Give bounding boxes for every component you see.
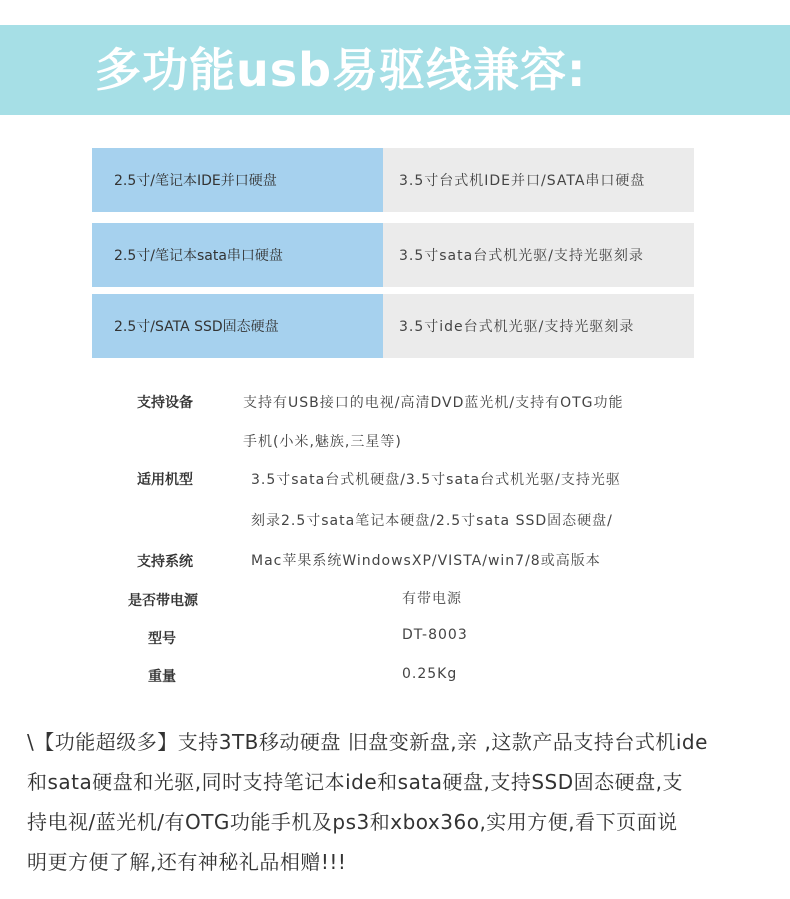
spec-label-systems: 支持系统 (137, 554, 193, 570)
spec-label-weight: 重量 (148, 669, 176, 685)
spec-value-models: 3.5寸sata台式机硬盘/3.5寸sata台式机光驱/支持光驱 (251, 472, 621, 488)
compat-row (92, 294, 694, 358)
product-description (27, 722, 787, 882)
spec-value-power: 有带电源 (402, 591, 462, 607)
description-line: 持电视/蓝光机/有OTG功能手机及ps3和xbox36o,实用方便,看下页面说 (27, 810, 678, 834)
spec-value-devices: 支持有USB接口的电视/高清DVD蓝光机/支持有OTG功能 (243, 395, 624, 411)
spec-value-systems: Mac苹果系统WindowsXP/VISTA/win7/8或高版本 (251, 553, 601, 569)
compat-laptop-cell: 2.5寸/笔记本IDE并口硬盘 (92, 148, 383, 212)
compat-laptop-cell: 2.5寸/SATA SSD固态硬盘 (92, 294, 383, 358)
description-line: 明更方便了解,还有神秘礼品相赠!!! (27, 850, 347, 874)
compat-laptop-cell: 2.5寸/笔记本sata串口硬盘 (92, 223, 383, 287)
spec-label-models: 适用机型 (137, 472, 193, 488)
spec-value-weight: 0.25Kg (402, 666, 458, 682)
description-line: \【功能超级多】支持3TB移动硬盘 旧盘变新盘,亲 ,这款产品支持台式机ide (27, 730, 708, 754)
spec-label-model: 型号 (148, 631, 176, 647)
description-line: 和sata硬盘和光驱,同时支持笔记本ide和sata硬盘,支持SSD固态硬盘,支 (27, 770, 683, 794)
compat-desktop-cell: 3.5寸ide台式机光驱/支持光驱刻录 (383, 294, 694, 358)
header-banner (0, 25, 790, 115)
compat-desktop-cell: 3.5寸sata台式机光驱/支持光驱刻录 (383, 223, 694, 287)
spec-value-models-cont: 刻录2.5寸sata笔记本硬盘/2.5寸sata SSD固态硬盘/ (251, 513, 613, 529)
banner-title: 多功能usb易驱线兼容: (95, 43, 587, 97)
compat-row (92, 148, 694, 212)
spec-label-devices: 支持设备 (137, 395, 193, 411)
spec-label-power: 是否带电源 (128, 593, 198, 609)
compat-desktop-cell: 3.5寸台式机IDE并口/SATA串口硬盘 (383, 148, 694, 212)
spec-value-model: DT-8003 (402, 627, 468, 643)
compat-row (92, 223, 694, 287)
spec-value-devices-cont: 手机(小米,魅族,三星等) (243, 434, 402, 450)
